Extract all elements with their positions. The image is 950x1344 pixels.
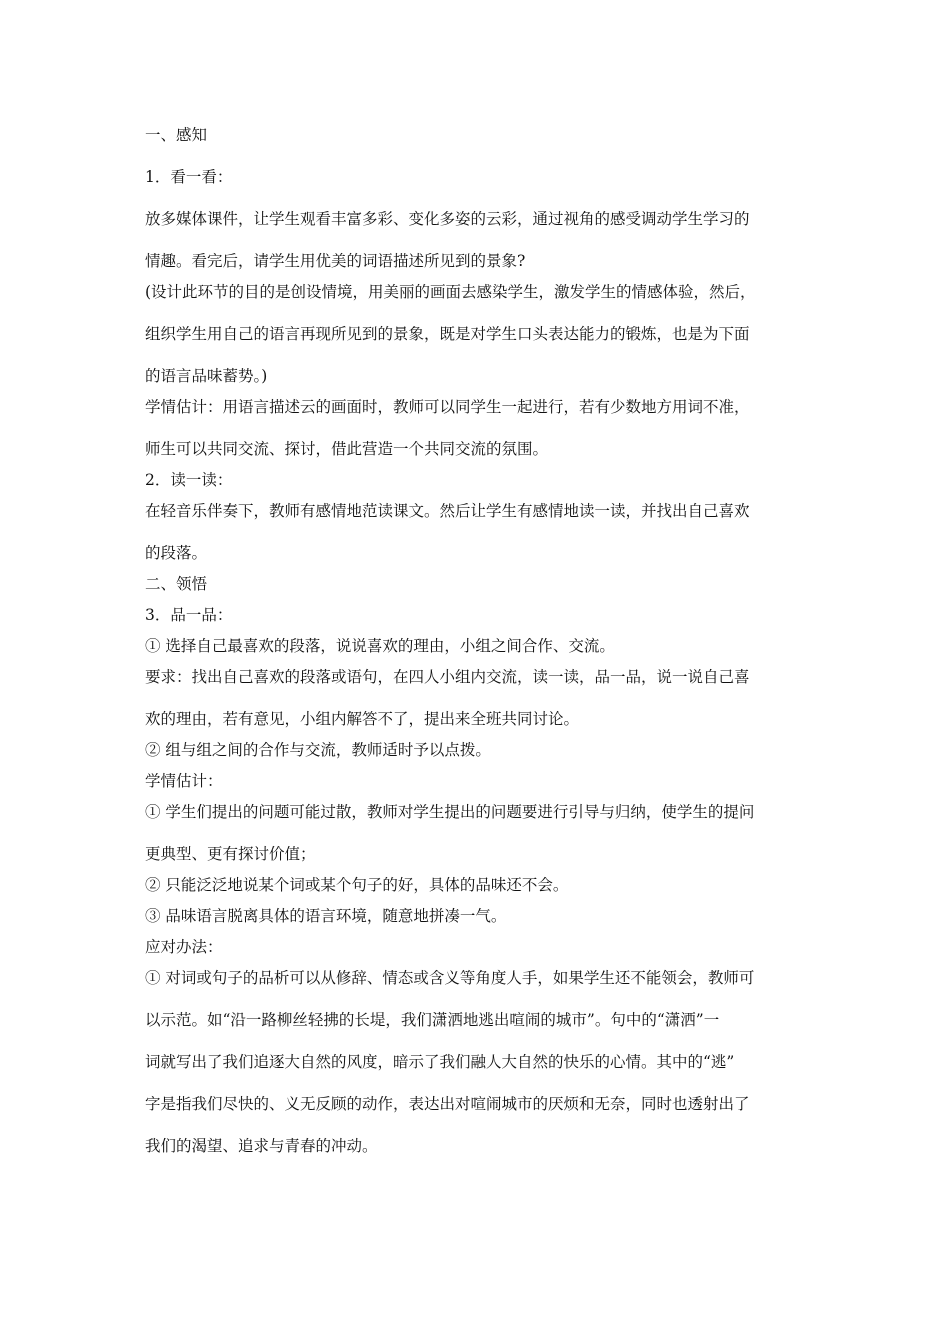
- paragraph-line: 更典型、更有探讨价值；: [145, 845, 316, 863]
- paragraph-line: ② 只能泛泛地说某个词或某个句子的好，具体的品味还不会。: [145, 876, 569, 894]
- subheading-savor: 3．品一品：: [145, 606, 233, 624]
- paragraph-line: 师生可以共同交流、探讨，借此营造一个共同交流的氛围。: [145, 440, 549, 458]
- paragraph-line: ① 对词或句子的品析可以从修辞、情态或含义等角度人手，如果学生还不能领会，教师可: [145, 969, 755, 987]
- paragraph-line: ③ 品味语言脱离具体的语言环境，随意地拼凑一气。: [145, 907, 507, 925]
- heading-comprehension: 二、领悟: [145, 575, 208, 593]
- paragraph-line: 学情估计：: [145, 772, 223, 790]
- paragraph-line: (设计此环节的目的是创设情境，用美丽的画面去感染学生，激发学生的情感体验，然后，: [145, 283, 756, 301]
- paragraph-line: 的段落。: [145, 544, 208, 562]
- document-body: [145, 124, 805, 1157]
- paragraph-line: 组织学生用自己的语言再现所见到的景象，既是对学生口头表达能力的锻炼，也是为下面: [145, 325, 750, 343]
- paragraph-line: 放多媒体课件，让学生观看丰富多彩、变化多姿的云彩，通过视角的感受调动学生学习的: [145, 210, 750, 228]
- paragraph-line: 词就写出了我们追逐大自然的风度，暗示了我们融人大自然的快乐的心情。其中的“逃”: [145, 1053, 735, 1071]
- paragraph-line: 我们的渴望、追求与青春的冲动。: [145, 1137, 378, 1155]
- subheading-read: 2．读一读：: [145, 471, 233, 489]
- paragraph-line: 应对办法：: [145, 938, 223, 956]
- paragraph-line: 要求：找出自己喜欢的段落或语句，在四人小组内交流，读一读，品一品，说一说自己喜: [145, 668, 750, 686]
- paragraph-line: 以示范。如“沿一路柳丝轻拂的长堤，我们潇洒地逃出喧闹的城市”。句中的“潇洒”一: [145, 1011, 720, 1029]
- paragraph-line: ① 选择自己最喜欢的段落，说说喜欢的理由，小组之间合作、交流。: [145, 637, 615, 655]
- subheading-look: 1．看一看：: [145, 168, 233, 186]
- paragraph-line: 欢的理由，若有意见，小组内解答不了，提出来全班共同讨论。: [145, 710, 580, 728]
- paragraph-line: 字是指我们尽快的、义无反顾的动作，表达出对喧闹城市的厌烦和无奈，同时也透射出了: [145, 1095, 750, 1113]
- paragraph-line: 学情估计：用语言描述云的画面时，教师可以同学生一起进行，若有少数地方用词不准，: [145, 398, 750, 416]
- heading-perception: 一、感知: [145, 126, 208, 144]
- paragraph-line: 情趣。看完后，请学生用优美的词语描述所见到的景象?: [145, 252, 526, 270]
- paragraph-line: 在轻音乐伴奏下，教师有感情地范读课文。然后让学生有感情地读一读，并找出自己喜欢: [145, 502, 750, 520]
- paragraph-line: ① 学生们提出的问题可能过散，教师对学生提出的问题要进行引导与归纳，使学生的提问: [145, 803, 755, 821]
- paragraph-line: 的语言品味蓄势。): [145, 367, 268, 385]
- paragraph-line: ② 组与组之间的合作与交流，教师适时予以点拨。: [145, 741, 491, 759]
